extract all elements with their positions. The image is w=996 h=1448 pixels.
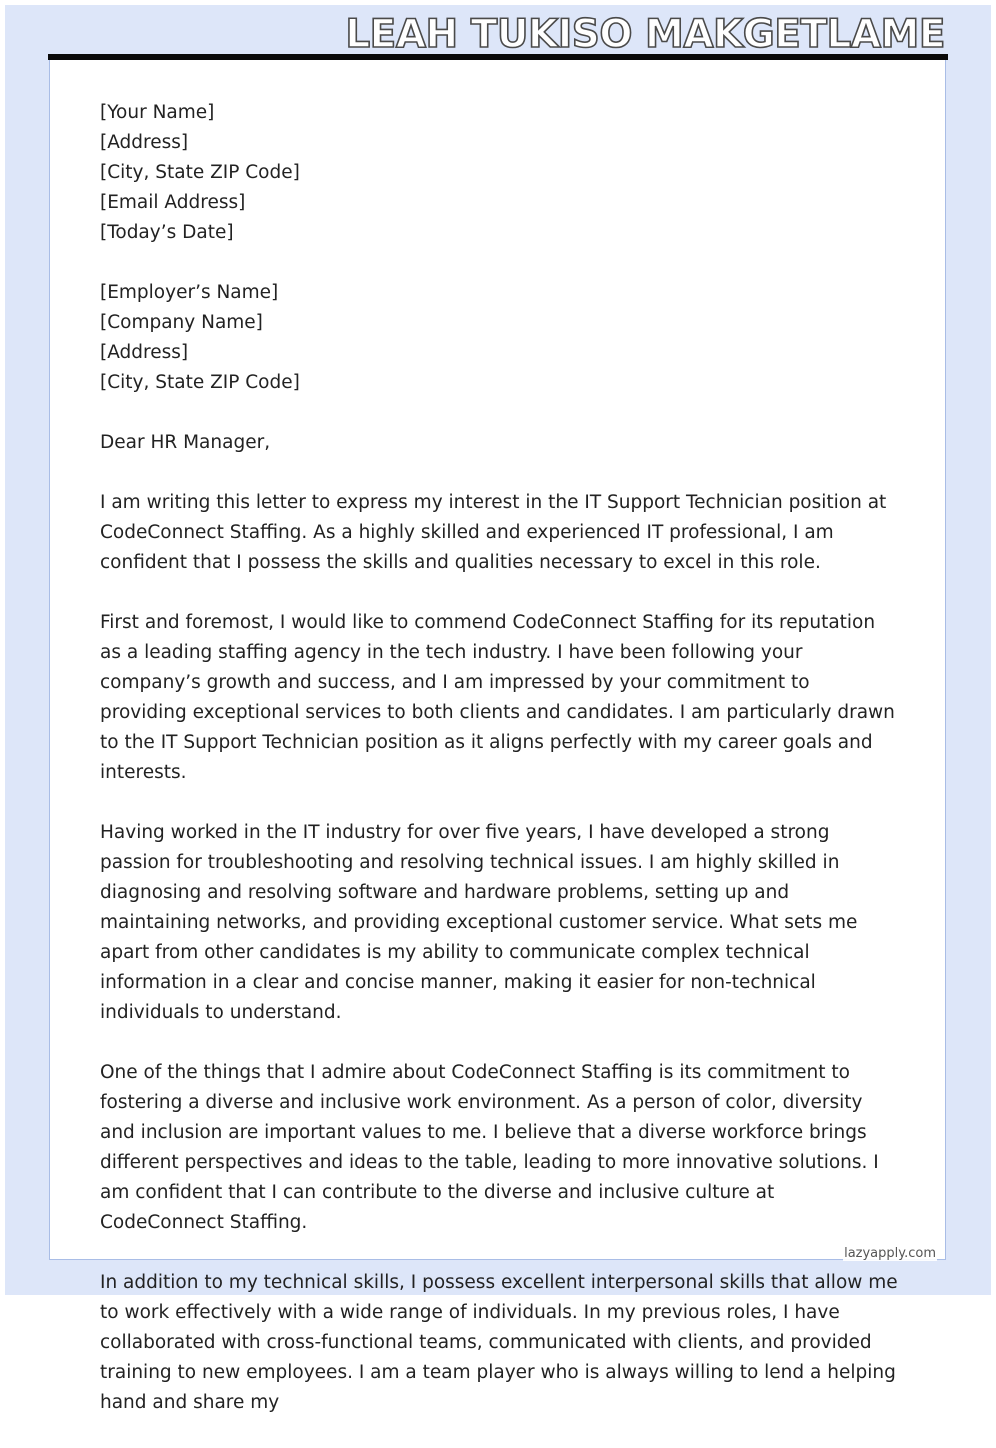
cover-letter: [100, 98, 900, 1448]
watermark-text: lazyapply.com: [844, 1246, 936, 1261]
body-paragraph: I am writing this letter to express my interest in the IT Support Technician position at CodeConnect Staffing. As a highly skilled and experienced IT professional, I am confident that I possess the skills and qualities necessary to excel in this role.: [100, 492, 887, 573]
salutation: Dear HR Manager,: [100, 432, 271, 453]
employer-name: [Employer’s Name]: [100, 282, 279, 303]
letter-date: [Today’s Date]: [100, 222, 234, 243]
sender-name: [Your Name]: [100, 102, 215, 123]
recipient-address: [Address]: [100, 342, 189, 363]
sender-address: [Address]: [100, 132, 189, 153]
body-paragraph: First and foremost, I would like to commend CodeConnect Staffing for its reputation as a leading staffing agency in the tech industry. I have been following your company’s growth and success, and I am impressed by your commitment to providing exceptional services to both clients and candidates. I am particularly drawn to the IT Support Technician position as it aligns perfectly with my career goals and interests.: [100, 612, 895, 783]
sender-block: [100, 98, 900, 248]
body-paragraph: One of the things that I admire about CodeConnect Staffing is its commitment to fostering a diverse and inclusive work environment. As a person of color, diversity and inclusion are important values to me. I believe that a diverse workforce brings different perspectives and ideas to the table, leading to more innovative solutions. I am confident that I can contribute to the diverse and inclusive culture at CodeConnect Staffing.: [100, 1062, 879, 1233]
sender-email: [Email Address]: [100, 192, 246, 213]
sender-city-state-zip: [City, State ZIP Code]: [100, 162, 300, 183]
recipient-city-state-zip: [City, State ZIP Code]: [100, 372, 300, 393]
applicant-name-header: LEAH TUKISO MAKGETLAME: [345, 12, 945, 57]
recipient-block: [100, 278, 900, 398]
company-name: [Company Name]: [100, 312, 263, 333]
body-paragraph: Having worked in the IT industry for over five years, I have developed a strong passion for troubleshooting and resolving technical issues. I am highly skilled in diagnosing and resolving software and hardware problems, setting up and maintaining networks, and providing exceptional customer service. What sets me apart from other candidates is my ability to communicate complex technical information in a clear and concise manner, making it easier for non-technical individuals to understand.: [100, 822, 858, 1023]
body-paragraph: In addition to my technical skills, I possess excellent interpersonal skills that allow me to work effectively with a wide range of individuals. In my previous roles, I have collaborated with cross-functional teams, communicated with clients, and provided training to new employees. I am a team player who is always willing to lend a helping hand and share my: [100, 1272, 898, 1413]
